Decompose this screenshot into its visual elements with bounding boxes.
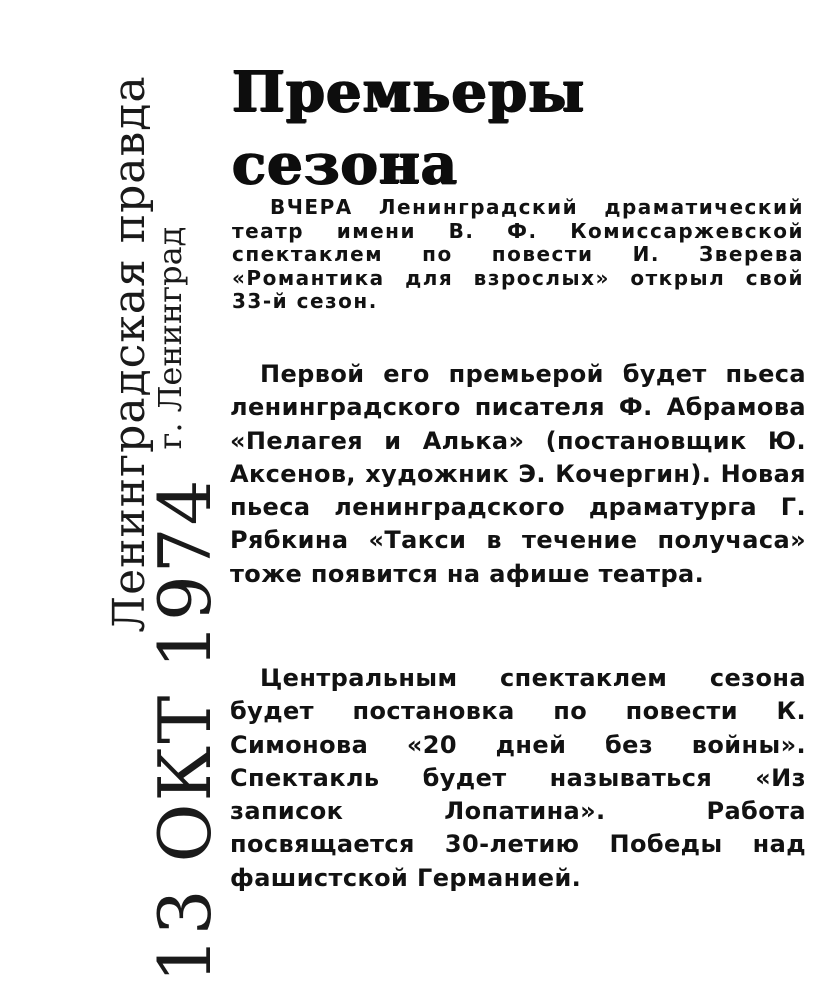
headline-line-1: Премьеры bbox=[232, 59, 586, 125]
newspaper-name: Ленинградская правда bbox=[104, 75, 155, 633]
date-stamp: 13 ОКТ 1974 bbox=[143, 477, 227, 983]
headline-line-2: сезона bbox=[232, 131, 459, 197]
article-paragraph-1: ВЧЕРА Ленинградский драматический театр имени В. Ф. Комиссаржевской спектаклем по повести И. Зверева «Романтика для взрослых» открыл свой 33-й сезон. bbox=[232, 195, 804, 313]
city-name: г. Ленинград bbox=[151, 226, 189, 450]
article-paragraph-3: Центральным спектаклем сезона будет постановка по повести К. Симонова «20 дней без войны». Спектакль будет называться «Из записок Лопатина». Работа посвящается 30-летию Победы над фашистской Германией. bbox=[230, 664, 806, 892]
article-paragraph-2: Первой его премьерой будет пьеса ленинградского писателя Ф. Абрамова «Пелагея и Алька» (постановщик Ю. Аксенов, художник Э. Кочергин). Новая пьеса ленинградского драматурга Г. Рябкина «Такси в течение получаса» тоже появится на афише театра. bbox=[230, 360, 806, 588]
